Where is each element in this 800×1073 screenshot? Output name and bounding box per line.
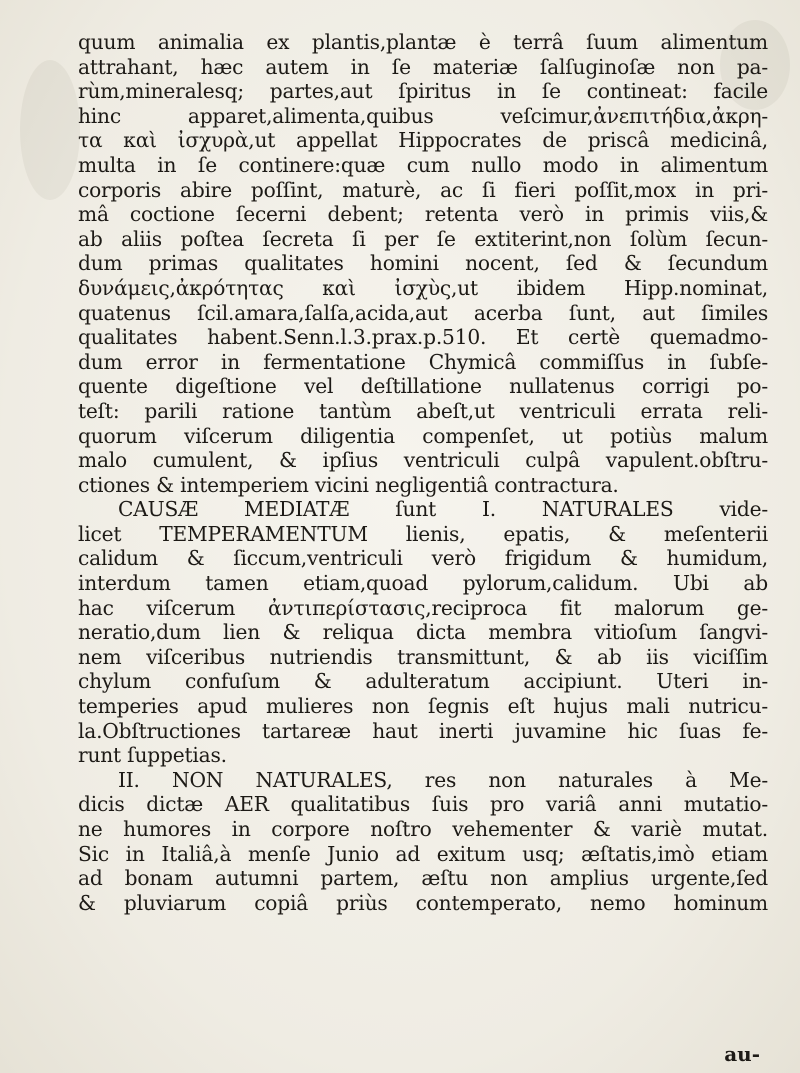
text-line: δυνάμεις,ἀκρότητας καὶ ἰσχὺς,ut ibidem Hipp.nominat, (78, 275, 768, 300)
text-line: dum error in fermentatione Chymicâ commiſſus in ſubſe- (78, 349, 768, 374)
text-line: multa in ſe continere:quæ cum nullo modo in alimentum (78, 152, 768, 177)
text-line: neratio,dum lien & reliqua dicta membra vitioſum ſangvi- (78, 620, 768, 645)
text-line: ctiones & intemperiem vicini negligentiâ contractura. (78, 472, 619, 497)
text-line: ab aliis poſtea ſecreta ſi per ſe extiterint,non ſolùm ſecun- (78, 226, 768, 251)
text-line: attrahant, hæc autem in ſe materiæ ſalſuginoſæ non pa- (78, 54, 768, 79)
text-line: dicis dictæ AER qualitatibus ſuis pro variâ anni mutatio- (78, 792, 768, 817)
text-line: calidum & ſiccum,ventriculi verò frigidum & humidum, (78, 546, 768, 571)
text-line: quente digeſtione vel deſtillatione nullatenus corrigi po- (78, 374, 768, 399)
text-line: malo cumulent, & ipſius ventriculi culpâ vapulent.obſtru- (78, 448, 768, 473)
body-text (78, 30, 768, 915)
text-line: teſt: parili ratione tantùm abeſt,ut ventriculi errata reli- (78, 398, 768, 423)
text-line: qualitates habent.Senn.l.3.prax.p.510. Et certè quemadmo- (78, 325, 768, 350)
text-line: dum primas qualitates homini nocent, ſed & ſecundum (78, 251, 768, 276)
text-line: corporis abire poſſint, maturè, ac ſi fieri poſſit,mox in pri- (78, 177, 768, 202)
text-line: licet TEMPERAMENTUM lienis, epatis, & meſenterii (78, 521, 768, 546)
paper-stain (20, 60, 80, 200)
text-line: interdum tamen etiam,quoad pylorum,calidum. Ubi ab (78, 571, 768, 596)
text-line: nem viſceribus nutriendis transmittunt, & ab iis viciſſim (78, 644, 768, 669)
text-line: & pluviarum copiâ priùs contemperato, nemo hominum (78, 890, 768, 915)
section-heading-line: CAUSÆ MEDIATÆ ſunt I. NATURALES vide- (118, 497, 768, 522)
text-line: chylum confuſum & adulteratum accipiunt. Uteri in- (78, 669, 768, 694)
text-line: ad bonam autumni partem, æſtu non amplius urgente,ſed (78, 866, 768, 891)
section-heading-line: II. NON NATURALES, res non naturales à Me- (118, 767, 768, 792)
text-line: mâ coctione ſecerni debent; retenta verò in primis viis,& (78, 202, 768, 227)
text-line: τα καὶ ἰσχυρὰ,ut appellat Hippocrates de priscâ medicinâ, (78, 128, 768, 153)
text-line: ne humores in corpore noſtro vehementer & variè mutat. (78, 817, 768, 841)
catchword: au- (724, 1042, 760, 1066)
text-line: hinc apparet,alimenta,quibus veſcimur,ἀνεπιτήδια,ἀκρη- (78, 103, 768, 128)
text-line: la.Obſtructiones tartareæ haut inerti juvamine hic ſuas fe- (78, 718, 768, 743)
text-line: temperies apud mulieres non ſegnis eſt hujus mali nutricu- (78, 694, 768, 719)
text-line: quum animalia ex plantis,plantæ è terrâ ſuum alimentum (78, 30, 768, 54)
text-line: runt ſuppetias. (78, 743, 227, 768)
text-line: Sic in Italiâ,à menſe Junio ad exitum usq; æſtatis,imò etiam (78, 841, 768, 866)
text-line: quatenus ſcil.amara,ſalſa,acida,aut acerba ſunt, aut ſimiles (78, 300, 768, 325)
text-line: quorum viſcerum diligentia compenſet, ut potiùs malum (78, 423, 768, 448)
text-line: hac viſcerum ἀντιπερίστασις,reciproca fit malorum ge- (78, 595, 768, 620)
text-line: rùm,mineralesq; partes,aut ſpiritus in ſe contineat: facile (78, 79, 768, 104)
